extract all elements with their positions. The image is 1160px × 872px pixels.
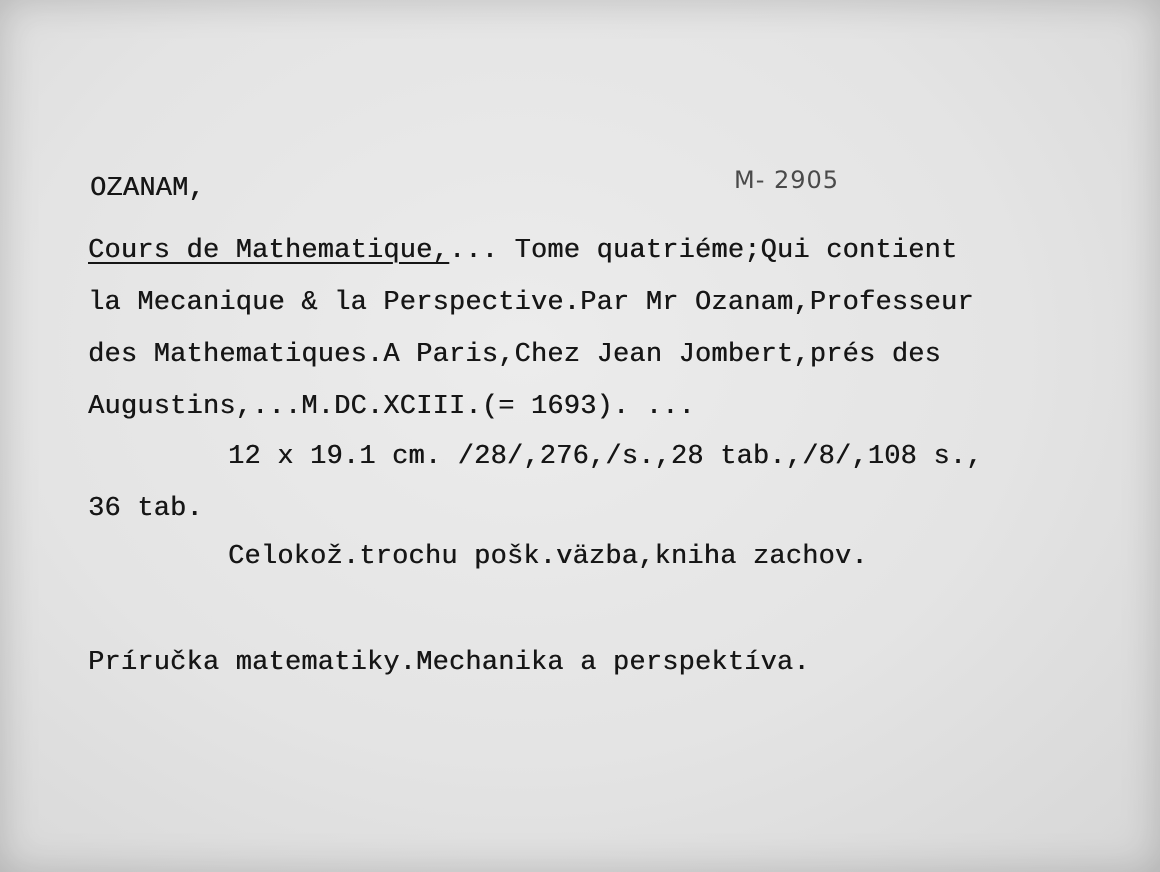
title-line-2: la Mecanique & la Perspective.Par Mr Ozanam,Professeur [88, 288, 974, 318]
author-heading: OZANAM, [90, 174, 205, 204]
title-underlined: Cours de Mathematique, [88, 236, 449, 266]
condition-note: Celokož.trochu pošk.väzba,kniha zachov. [228, 542, 868, 572]
call-number: M- 2905 [734, 166, 840, 194]
imprint-line: des Mathematiques.A Paris,Chez Jean Jombert,prés des [88, 340, 941, 370]
subject-note: Príručka matematiky.Mechanika a perspektíva. [88, 648, 810, 678]
collation-line-1: 12 x 19.1 cm. /28/,276,/s.,28 tab.,/8/,108 s., [228, 442, 983, 472]
collation-line-2: 36 tab. [88, 494, 203, 524]
title-line-1 [88, 238, 957, 265]
title-rest: ... Tome quatriéme;Qui contient [448, 236, 958, 266]
date-line: Augustins,...M.DC.XCIII.(= 1693). ... [88, 392, 695, 422]
